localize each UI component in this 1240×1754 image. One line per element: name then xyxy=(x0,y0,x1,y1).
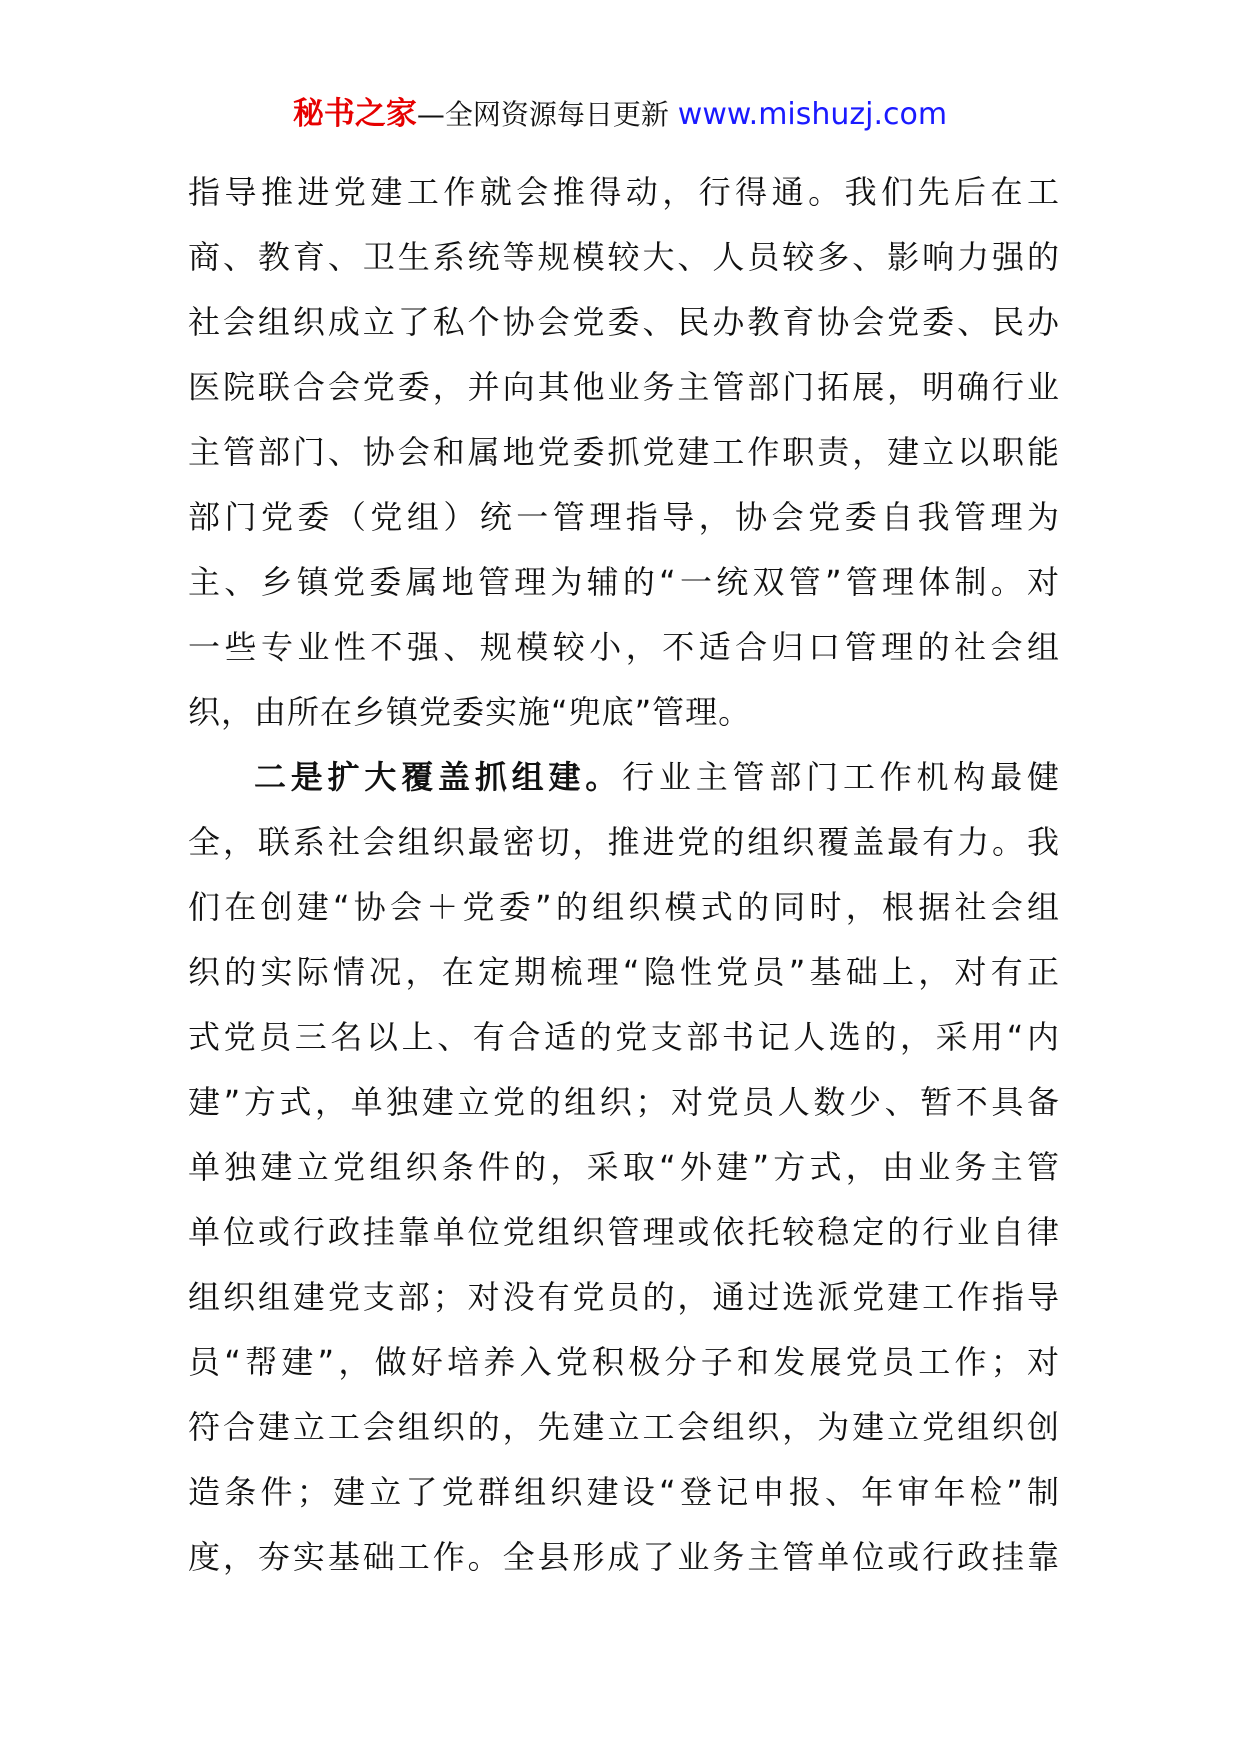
text-line: 单位或行政挂靠单位党组织管理或依托较稳定的行业自律 xyxy=(188,1213,1060,1251)
text-line: 造条件；建立了党群组织建设“登记申报、年审年检”制 xyxy=(188,1473,1060,1511)
brand-name: 秘书之家 xyxy=(292,96,417,132)
text-line: 式党员三名以上、有合适的党支部书记人选的，采用“内 xyxy=(188,1018,1060,1056)
text-line: 单独建立党组织条件的，采取“外建”方式，由业务主管 xyxy=(188,1148,1060,1186)
text-line: 组织组建党支部；对没有党员的，通过选派党建工作指导 xyxy=(188,1278,1060,1316)
text-span: 行业主管部门工作机构最健 xyxy=(622,758,1060,796)
text-line: 织，由所在乡镇党委实施“兜底”管理。 xyxy=(188,693,752,731)
text-line: 员“帮建”，做好培养入党积极分子和发展党员工作；对 xyxy=(188,1343,1060,1381)
text-line: 主管部门、协会和属地党委抓党建工作职责，建立以职能 xyxy=(188,433,1060,471)
text-line: 度，夯实基础工作。全县形成了业务主管单位或行政挂靠 xyxy=(188,1538,1060,1576)
text-line: 部门党委（党组）统一管理指导，协会党委自我管理为 xyxy=(188,498,1060,536)
text-line: 指导推进党建工作就会推得动，行得通。我们先后在工 xyxy=(188,173,1060,211)
paragraph-2 xyxy=(188,745,1060,1590)
text-line: 主、乡镇党委属地管理为辅的“一统双管”管理体制。对 xyxy=(188,563,1060,601)
text-line: 一些专业性不强、规模较小，不适合归口管理的社会组 xyxy=(188,628,1060,666)
document-body xyxy=(188,160,1060,1590)
header-tagline: —全网资源每日更新 xyxy=(416,98,678,131)
text-line: 医院联合会党委，并向其他业务主管部门拓展，明确行业 xyxy=(188,368,1060,406)
text-line: 商、教育、卫生系统等规模较大、人员较多、影响力强的 xyxy=(188,238,1060,276)
paragraph-1 xyxy=(188,160,1060,745)
watermark-header xyxy=(0,94,1240,135)
text-line: 织的实际情况，在定期梳理“隐性党员”基础上，对有正 xyxy=(188,953,1060,991)
text-line: 社会组织成立了私个协会党委、民办教育协会党委、民办 xyxy=(188,303,1060,341)
paragraph-2-first-line xyxy=(188,745,1060,810)
text-line: 建”方式，单独建立党的组织；对党员人数少、暂不具备 xyxy=(188,1083,1060,1121)
text-line: 们在创建“协会＋党委”的组织模式的同时，根据社会组 xyxy=(188,888,1060,926)
text-line: 符合建立工会组织的，先建立工会组织，为建立党组织创 xyxy=(188,1408,1060,1446)
text-line: 全，联系社会组织最密切，推进党的组织覆盖最有力。我 xyxy=(188,823,1060,861)
paragraph-heading: 二是扩大覆盖抓组建。 xyxy=(254,758,623,796)
site-url-link[interactable]: www.mishuzj.com xyxy=(677,97,948,132)
